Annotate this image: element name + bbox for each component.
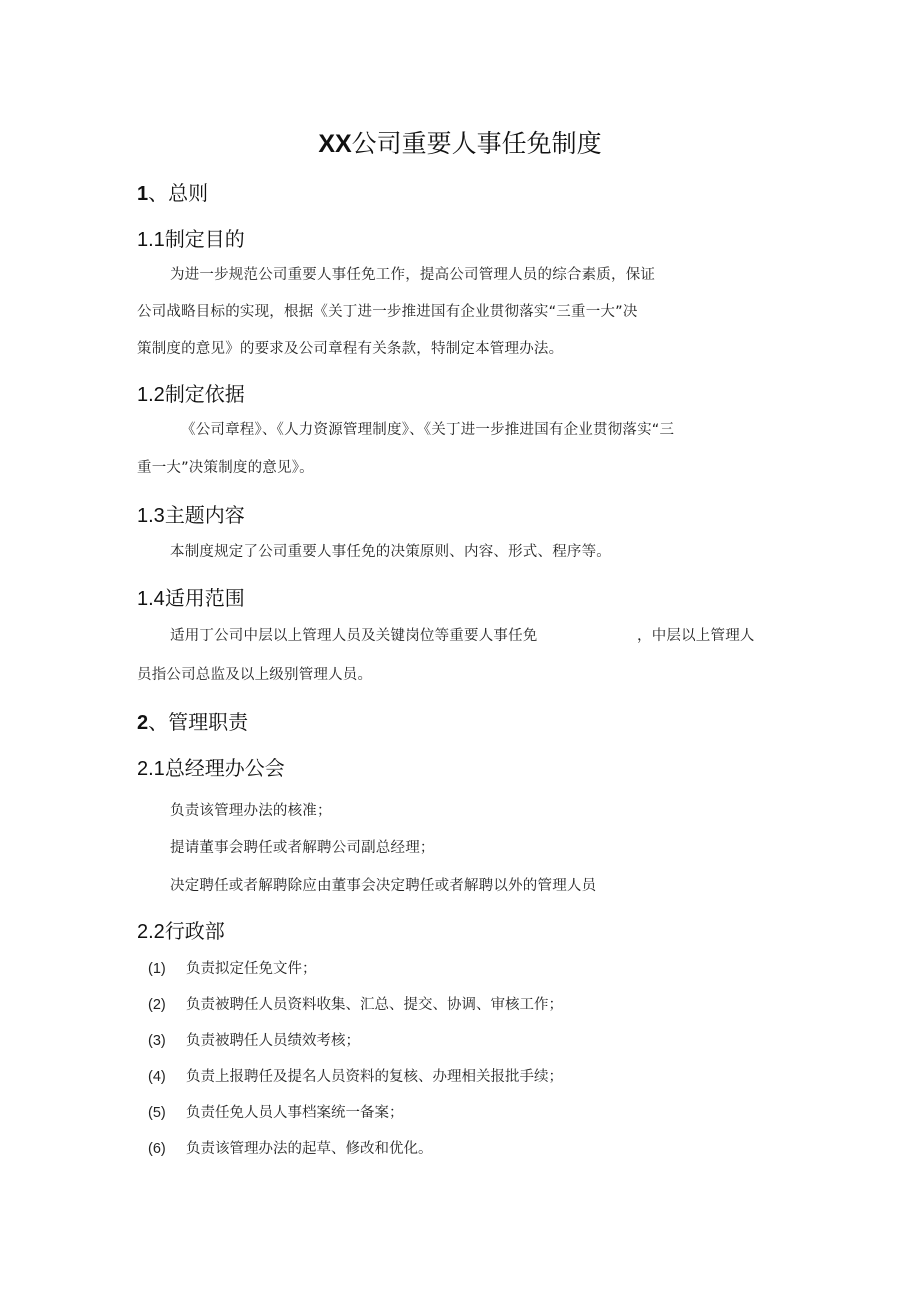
paragraph-line: 为进一步规范公司重要人事任免工作，提高公司管理人员的综合素质，保证	[170, 267, 656, 283]
list-number: (1)	[148, 961, 166, 977]
subsection-title: 制定依据	[164, 382, 245, 406]
list-item	[148, 1029, 360, 1050]
list-number: (4)	[148, 1069, 166, 1085]
subsection-number: 1.3	[137, 505, 165, 527]
separator: 、	[148, 181, 169, 205]
section-heading-1	[137, 177, 208, 206]
section-heading-2	[137, 706, 248, 735]
subsection-heading-1-1	[137, 223, 245, 252]
subsection-title: 主题内容	[164, 503, 245, 527]
paragraph-line: 提请董事会聘任或者解聘公司副总经理；	[170, 840, 435, 856]
subsection-number: 2.1	[137, 758, 165, 780]
section-title: 总则	[168, 181, 209, 205]
title-prefix: XX	[318, 130, 352, 158]
list-text: 负责任免人员人事档案统一备案；	[186, 1105, 404, 1121]
paragraph-line: 决定聘任或者解聘除应由董事会决定聘任或者解聘以外的管理人员	[170, 878, 597, 894]
list-item	[148, 1065, 563, 1086]
subsection-heading-1-3	[137, 499, 245, 528]
list-text: 负责被聘任人员绩效考核；	[186, 1033, 360, 1049]
list-text: 负责拟定任免文件；	[186, 961, 317, 977]
list-number: (5)	[148, 1105, 166, 1121]
list-item	[148, 1137, 433, 1158]
list-number: (2)	[148, 997, 166, 1013]
subsection-heading-1-4	[137, 582, 245, 611]
subsection-number: 1.4	[137, 588, 165, 610]
title-text: 公司重要人事任免制度	[351, 129, 602, 158]
paragraph-line: 适用丁公司中层以上管理人员及关键岗位等重要人事任免	[170, 628, 538, 644]
subsection-number: 2.2	[137, 921, 165, 943]
list-item	[148, 993, 563, 1014]
paragraph-line: 策制度的意见》的要求及公司章程有关条款，特制定本管理办法。	[137, 341, 564, 357]
subsection-title: 行政部	[164, 919, 225, 943]
paragraph-line: 《公司章程》、《人力资源管理制度》、《关丁进一步推进国有企业贯彻落实“三	[181, 422, 675, 438]
subsection-number: 1.2	[137, 384, 165, 406]
separator: 、	[148, 710, 169, 734]
paragraph-line: ，中层以上管理人	[637, 628, 755, 644]
subsection-number: 1.1	[137, 229, 165, 251]
paragraph-line: 负责该管理办法的核准；	[170, 803, 332, 819]
subsection-title: 制定目的	[164, 227, 245, 251]
section-number: 2	[137, 712, 149, 734]
paragraph-line: 公司战略目标的实现，根据《关丁进一步推进国有企业贯彻落实“三重一大”决	[137, 304, 638, 320]
list-item	[148, 1101, 404, 1122]
subsection-title: 适用范围	[164, 586, 245, 610]
paragraph-line: 本制度规定了公司重要人事任免的决策原则、内容、形式、程序等。	[170, 544, 611, 560]
paragraph-line: 员指公司总监及以上级别管理人员。	[137, 667, 373, 683]
section-title: 管理职责	[168, 710, 249, 734]
list-item	[148, 957, 317, 978]
paragraph-line: 重一大”决策制度的意见》。	[137, 460, 314, 476]
subsection-heading-1-2	[137, 378, 245, 407]
subsection-heading-2-1	[137, 752, 285, 781]
section-number: 1	[137, 183, 149, 205]
list-number: (3)	[148, 1033, 166, 1049]
list-text: 负责该管理办法的起草、修改和优化。	[186, 1141, 433, 1157]
subsection-heading-2-2	[137, 915, 225, 944]
list-number: (6)	[148, 1141, 166, 1157]
document-title	[0, 124, 920, 160]
subsection-title: 总经理办公会	[164, 756, 285, 780]
list-text: 负责被聘任人员资料收集、汇总、提交、协调、审核工作；	[186, 997, 563, 1013]
list-text: 负责上报聘任及提名人员资料的复核、办理相关报批手续；	[186, 1069, 563, 1085]
